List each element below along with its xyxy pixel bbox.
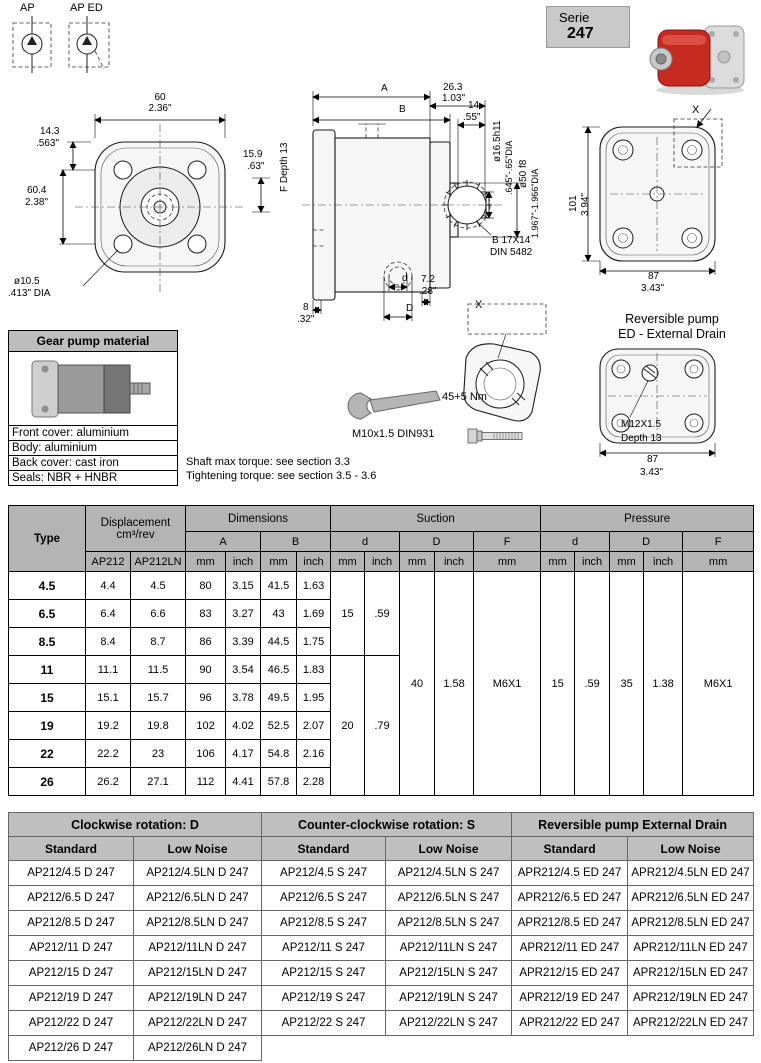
col-header-standard: Standard — [262, 837, 386, 861]
table-row — [9, 837, 754, 861]
shaft-torque-note: Shaft max torque: see section 3.3 — [186, 456, 350, 468]
ap-ed-symbol — [66, 16, 116, 74]
dim-port-off-mm: 7.2 — [421, 274, 435, 285]
cell: AP212/19LN D 247 — [134, 986, 262, 1011]
cell: APR212/6.5 ED 247 — [512, 886, 628, 911]
cell: AP212/15 D 247 — [9, 961, 134, 986]
cell: 6.6 — [131, 600, 186, 628]
dim-drain-w-mm: 87 — [647, 454, 659, 465]
col-header: d — [331, 532, 400, 552]
cell: AP212/6.5 S 247 — [262, 886, 386, 911]
cell: 1.38 — [644, 572, 683, 796]
cell: 44.5 — [261, 628, 297, 656]
cell: AP212/15LN S 247 — [386, 961, 512, 986]
cell: AP212/22 S 247 — [262, 1011, 386, 1036]
col-header: B — [261, 532, 331, 552]
cell: 4.02 — [226, 712, 261, 740]
cell: APR212/22LN ED 247 — [628, 1011, 754, 1036]
cell: 80 — [186, 572, 226, 600]
cell: AP212/4.5 S 247 — [262, 861, 386, 886]
wrench-icon — [348, 383, 443, 423]
cell: 26.2 — [86, 768, 131, 796]
col-header-displacement — [86, 506, 186, 552]
cell: AP212/15LN D 247 — [134, 961, 262, 986]
cell: 11.5 — [131, 656, 186, 684]
dim-rear-off-in: .32" — [297, 314, 315, 325]
cell: 46.5 — [261, 656, 297, 684]
cell: 54.8 — [261, 740, 297, 768]
col-header-low-noise: Low Noise — [628, 837, 754, 861]
dim-shaft-dia-mm: ø16.5h11 — [492, 120, 503, 162]
cell: .59 — [575, 572, 610, 796]
material-line: Seals: NBR + HNBR — [12, 472, 118, 484]
cell: 35 — [610, 572, 644, 796]
group-header-clockwise: Clockwise rotation: D — [9, 813, 262, 837]
col-header-low-noise: Low Noise — [134, 837, 262, 861]
dim-offset-mm: 14.3 — [40, 126, 60, 137]
cell: AP212/8.5 S 247 — [262, 911, 386, 936]
dim-bolt-hole-in: .413" DIA — [8, 288, 51, 299]
cell: 2.07 — [297, 712, 331, 740]
dimensions-table — [8, 505, 754, 796]
cell: AP212/8.5LN D 247 — [134, 911, 262, 936]
cell: 11 — [9, 656, 86, 684]
cell: 90 — [186, 656, 226, 684]
cell: 2.16 — [297, 740, 331, 768]
ap-symbol — [10, 16, 56, 74]
dim-offset-in: .563" — [36, 138, 60, 149]
material-line: Body: aluminium — [9, 441, 177, 456]
dim-pilot-dia-mm: ø50 f8 — [518, 159, 529, 188]
cell: 8.4 — [86, 628, 131, 656]
header-text: cm³/rev — [116, 528, 155, 541]
serie-badge — [546, 6, 630, 48]
cell: AP212/19 D 247 — [9, 986, 134, 1011]
col-header: d — [541, 532, 610, 552]
table-row — [9, 1011, 754, 1036]
cell: AP212/19LN S 247 — [386, 986, 512, 1011]
cell: APR212/6.5LN ED 247 — [628, 886, 754, 911]
cell: 1.83 — [297, 656, 331, 684]
f-depth-label: F Depth 13 — [279, 142, 290, 192]
cell: 19.2 — [86, 712, 131, 740]
cell: AP212/6.5LN S 247 — [386, 886, 512, 911]
cell: 1.69 — [297, 600, 331, 628]
cell: 2.28 — [297, 768, 331, 796]
cell: AP212/19 S 247 — [262, 986, 386, 1011]
cell: APR212/4.5LN ED 247 — [628, 861, 754, 886]
x-detail-label: X — [475, 299, 483, 311]
cell: 8.7 — [131, 628, 186, 656]
front-view-drawing — [55, 90, 265, 305]
dim-front-len-mm: 26.3 — [443, 82, 463, 93]
col-header: mm — [683, 552, 754, 572]
cell: APR212/11 ED 247 — [512, 936, 628, 961]
cell: 20 — [331, 656, 365, 796]
table-row — [9, 506, 754, 532]
drain-thread-label: M12X1.5 — [621, 419, 662, 430]
cell: AP212/6.5LN D 247 — [134, 886, 262, 911]
cell: 52.5 — [261, 712, 297, 740]
cell: 3.27 — [226, 600, 261, 628]
cell: AP212/26 D 247 — [9, 1036, 134, 1061]
cell: 4.4 — [86, 572, 131, 600]
cell: APR212/15LN ED 247 — [628, 961, 754, 986]
spline-type-label: B 17X14 — [492, 235, 531, 246]
cell: 15 — [9, 684, 86, 712]
pump-photo — [646, 12, 750, 96]
table-row — [9, 986, 754, 1011]
cell: 1.63 — [297, 572, 331, 600]
col-header: inch — [365, 552, 400, 572]
cell: 3.78 — [226, 684, 261, 712]
cell: 22 — [9, 740, 86, 768]
cell: 8.5 — [9, 628, 86, 656]
cell: 57.8 — [261, 768, 297, 796]
dim-width-mm: 60 — [154, 92, 166, 103]
cell: APR212/19 ED 247 — [512, 986, 628, 1011]
table-row — [9, 572, 754, 600]
cell: APR212/8.5LN ED 247 — [628, 911, 754, 936]
serie-label: Serie — [559, 10, 590, 25]
cell: 23 — [131, 740, 186, 768]
rear-view-drawing — [578, 103, 758, 298]
cell: AP212/26LN D 247 — [134, 1036, 262, 1061]
cell: AP212/22LN D 247 — [134, 1011, 262, 1036]
cell: 4.41 — [226, 768, 261, 796]
cell: APR212/8.5 ED 247 — [512, 911, 628, 936]
cell: 15 — [331, 572, 365, 656]
cell: APR212/11LN ED 247 — [628, 936, 754, 961]
serie-number: 247 — [567, 25, 594, 42]
cell: 15 — [541, 572, 575, 796]
col-header: F — [683, 532, 754, 552]
col-header-low-noise: Low Noise — [386, 837, 512, 861]
material-box — [8, 330, 178, 486]
dim-shaft-mm: 15.9 — [243, 149, 263, 160]
table-row — [9, 813, 754, 837]
group-header-reversible: Reversible pump External Drain — [512, 813, 754, 837]
spline-std-label: DIN 5482 — [490, 247, 533, 258]
col-header: mm — [610, 552, 644, 572]
cell: 41.5 — [261, 572, 297, 600]
cell: AP212/22LN S 247 — [386, 1011, 512, 1036]
cell: 112 — [186, 768, 226, 796]
cell: 19.8 — [131, 712, 186, 740]
dim-front-len-in: 1.03" — [442, 93, 466, 104]
bolt-spec-label: M10x1.5 DIN931 — [352, 428, 435, 440]
dim-pilot-dia-in: 1.967"-1.966"DIA — [530, 168, 540, 238]
cell: 19 — [9, 712, 86, 740]
cell: AP212/11 S 247 — [262, 936, 386, 961]
cell: .79 — [365, 656, 400, 796]
cell: 6.5 — [9, 600, 86, 628]
table-row — [9, 1036, 754, 1061]
cell: AP212/8.5LN S 247 — [386, 911, 512, 936]
dim-rear-h-in: 3.94" — [580, 192, 591, 216]
cell: AP212/11LN S 247 — [386, 936, 512, 961]
dim-spline-len-in: .55" — [463, 112, 481, 123]
side-view-drawing — [270, 80, 555, 335]
dim-drain-w-in: 3.43" — [640, 467, 664, 478]
col-header: mm — [474, 552, 541, 572]
cell: M6X1 — [683, 572, 754, 796]
col-header: D — [610, 532, 683, 552]
cell: 3.39 — [226, 628, 261, 656]
torque-value-label: 45+5 Nm — [442, 391, 487, 403]
col-header: D — [400, 532, 474, 552]
dim-rear-h-mm: 101 — [568, 195, 579, 212]
col-header: inch — [226, 552, 261, 572]
cell: 1.75 — [297, 628, 331, 656]
col-header-suction: Suction — [331, 506, 541, 532]
cell: 96 — [186, 684, 226, 712]
cell: 43 — [261, 600, 297, 628]
cell: APR212/4.5 ED 247 — [512, 861, 628, 886]
col-header-type: Type — [9, 506, 86, 572]
cell — [262, 1036, 386, 1061]
tightening-torque-note: Tightening torque: see section 3.5 - 3.6 — [186, 470, 377, 482]
cell: 3.54 — [226, 656, 261, 684]
dim-rear-w-mm: 87 — [648, 271, 660, 282]
cell: 4.5 — [9, 572, 86, 600]
cell: AP212/8.5 D 247 — [9, 911, 134, 936]
cell: AP212/11 D 247 — [9, 936, 134, 961]
ap-ed-symbol-label: AP ED — [70, 2, 103, 14]
col-header: mm — [541, 552, 575, 572]
cell: 4.5 — [131, 572, 186, 600]
dim-a-label: A — [381, 83, 388, 94]
col-header: A — [186, 532, 261, 552]
cell: APR212/19LN ED 247 — [628, 986, 754, 1011]
cell — [386, 1036, 512, 1061]
dim-bolt-hole-mm: ø10.5 — [14, 276, 40, 287]
cell: APR212/22 ED 247 — [512, 1011, 628, 1036]
table-row — [9, 861, 754, 886]
col-header: mm — [331, 552, 365, 572]
col-header: mm — [400, 552, 435, 572]
cell: AP212/4.5LN D 247 — [134, 861, 262, 886]
cell: 106 — [186, 740, 226, 768]
dim-width-in: 2.36" — [148, 103, 172, 114]
col-header-pressure: Pressure — [541, 506, 754, 532]
header-text: Displacement — [100, 516, 171, 529]
cell: AP212/4.5LN S 247 — [386, 861, 512, 886]
dim-height-in: 2.38" — [25, 197, 49, 208]
cell: .59 — [365, 572, 400, 656]
cell: APR212/15 ED 247 — [512, 961, 628, 986]
x-detail-drawing — [432, 298, 550, 436]
dim-shaft-in: .63" — [247, 161, 265, 172]
cell: M6X1 — [474, 572, 541, 796]
table-row — [9, 936, 754, 961]
dim-b-label: B — [399, 104, 406, 115]
x-view-label: X — [692, 104, 700, 116]
cell: AP212/22 D 247 — [9, 1011, 134, 1036]
material-box-image — [9, 352, 177, 426]
dim-shaft-dia-in: .645"-.65"DIA — [504, 140, 514, 195]
dim-port-off-in: .28" — [419, 286, 437, 297]
dim-height-mm: 60.4 — [27, 185, 47, 196]
cell: 86 — [186, 628, 226, 656]
cell — [512, 1036, 628, 1061]
col-header: AP212 — [86, 552, 131, 572]
cell: 49.5 — [261, 684, 297, 712]
col-header: mm — [261, 552, 297, 572]
col-header-dimensions: Dimensions — [186, 506, 331, 532]
material-diagram — [18, 355, 168, 423]
table-row — [9, 911, 754, 936]
group-header-counter-clockwise: Counter-clockwise rotation: S — [262, 813, 512, 837]
col-header: mm — [186, 552, 226, 572]
col-header-standard: Standard — [9, 837, 134, 861]
dim-spline-len-mm: 14 — [468, 100, 480, 111]
cell: 27.1 — [131, 768, 186, 796]
dim-rear-off-mm: 8 — [303, 302, 309, 313]
cell: 1.58 — [435, 572, 474, 796]
cell: 26 — [9, 768, 86, 796]
col-header: inch — [297, 552, 331, 572]
material-line: Front cover: aluminium — [9, 426, 177, 441]
table-row — [9, 552, 754, 572]
col-header: inch — [575, 552, 610, 572]
cell: 1.95 — [297, 684, 331, 712]
port-D-label: D — [406, 303, 414, 314]
table-row — [9, 961, 754, 986]
col-header-standard: Standard — [512, 837, 628, 861]
cell: 11.1 — [86, 656, 131, 684]
cell: AP212/6.5 D 247 — [9, 886, 134, 911]
material-line: Back cover: cast iron — [9, 456, 177, 471]
cell: 40 — [400, 572, 435, 796]
bolt-icon — [466, 426, 528, 446]
cell: 15.1 — [86, 684, 131, 712]
table-row — [9, 886, 754, 911]
col-header: inch — [435, 552, 474, 572]
drain-depth-label: Depth 13 — [621, 433, 662, 444]
cell: 22.2 — [86, 740, 131, 768]
cell: AP212/4.5 D 247 — [9, 861, 134, 886]
col-header: inch — [644, 552, 683, 572]
reversible-pump-caption: Reversible pump — [625, 312, 719, 326]
ap-symbol-label: AP — [20, 2, 35, 14]
cell: 4.17 — [226, 740, 261, 768]
cell: AP212/15 S 247 — [262, 961, 386, 986]
port-d-label: d — [402, 273, 408, 284]
cell: 6.4 — [86, 600, 131, 628]
cell: AP212/11LN D 247 — [134, 936, 262, 961]
cell: 83 — [186, 600, 226, 628]
cell: 3.15 — [226, 572, 261, 600]
col-header: AP212LN — [131, 552, 186, 572]
dim-rear-w-in: 3.43" — [641, 283, 665, 294]
cell — [628, 1036, 754, 1061]
external-drain-caption: ED - External Drain — [618, 327, 726, 341]
col-header: F — [474, 532, 541, 552]
drain-view-drawing — [578, 345, 758, 485]
cell: 15.7 — [131, 684, 186, 712]
cell: 102 — [186, 712, 226, 740]
order-codes-table — [8, 812, 754, 1061]
material-box-title: Gear pump material — [9, 331, 177, 352]
